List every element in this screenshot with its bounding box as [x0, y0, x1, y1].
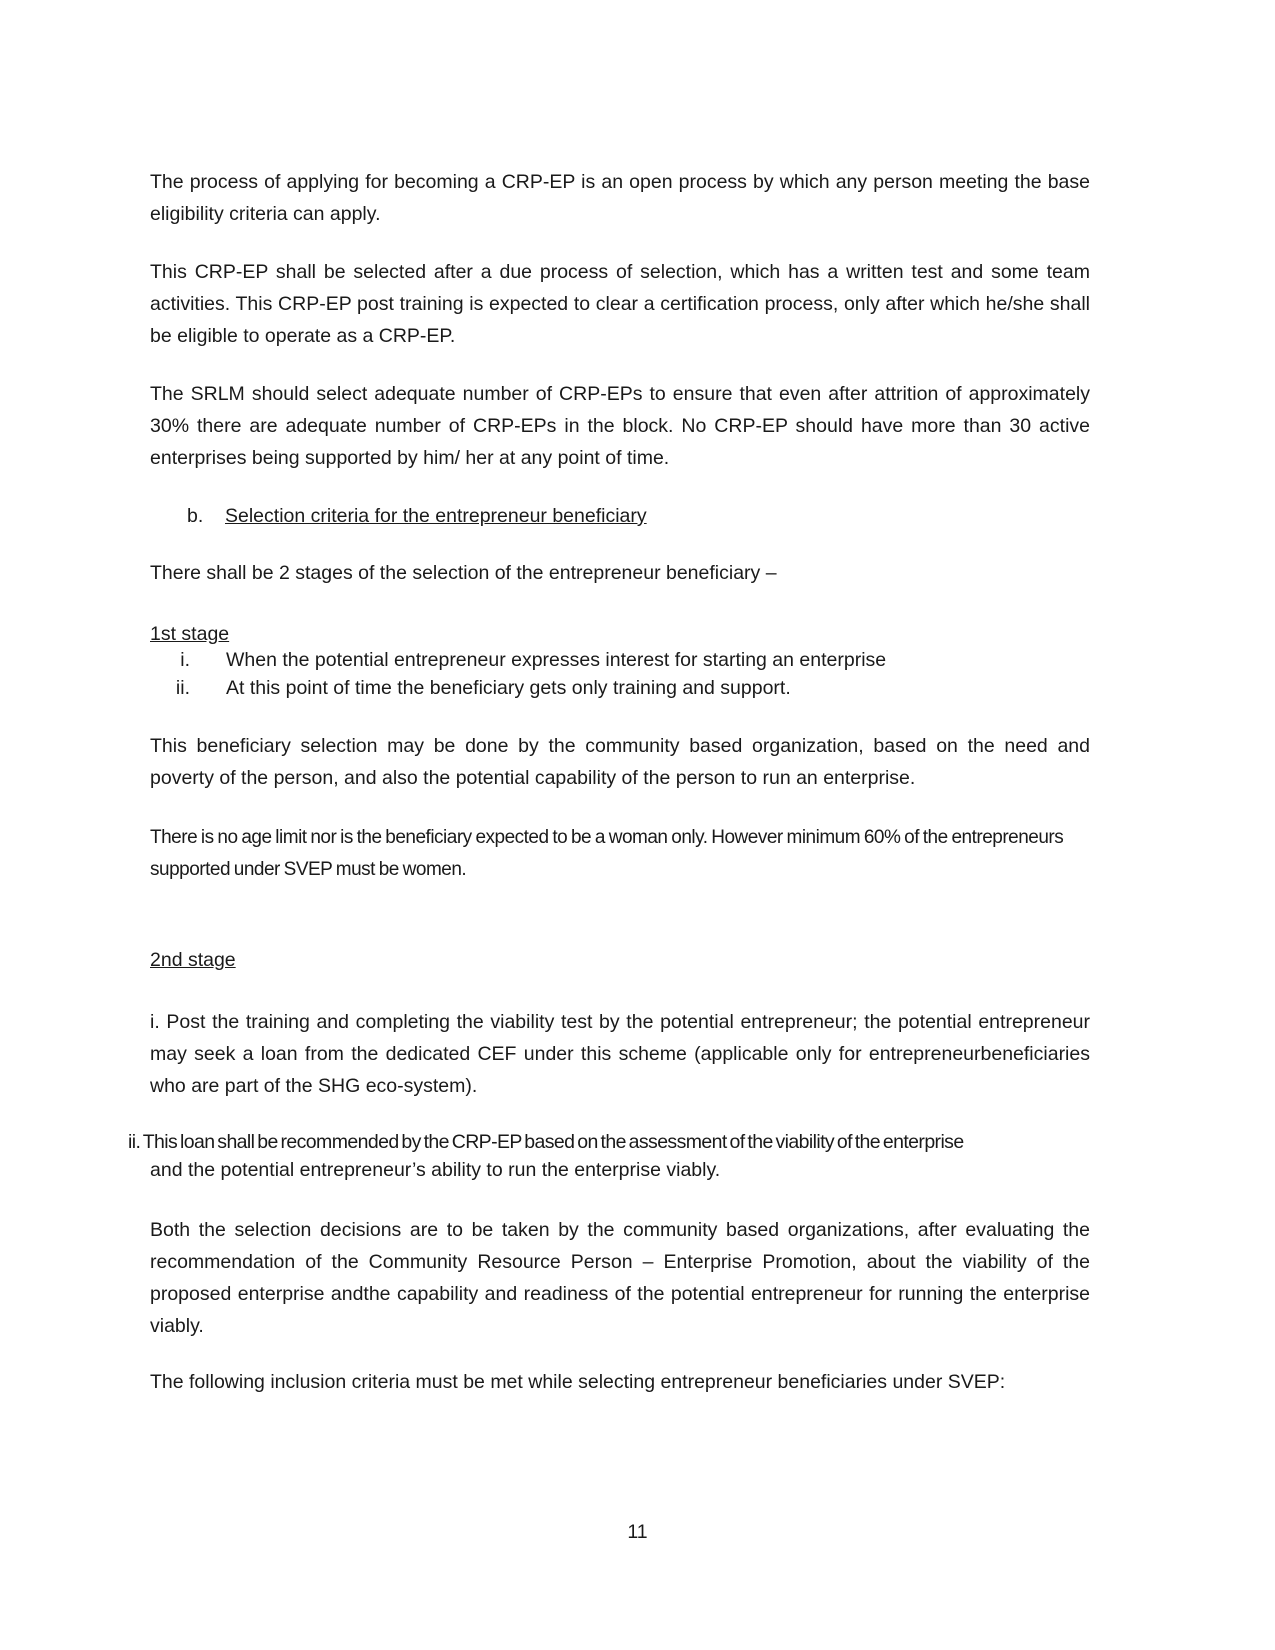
stage-2-item-2-line-1: ii. This loan shall be recommended by the CRP-EP based on the assessment of the viability of the enterprise: [128, 1131, 964, 1153]
list-item-marker: ii.: [175, 677, 190, 699]
section-b-heading: [187, 500, 647, 532]
stage-2-item-2: [128, 1128, 1090, 1184]
list-item: [150, 674, 1090, 702]
section-b-title: Selection criteria for the entrepreneur beneficiary: [225, 505, 647, 527]
paragraph-age-limit: There is no age limit nor is the beneficiary expected to be a woman only. However minimum 60% of the entrepreneurs supported under SVEP must be women.: [150, 827, 1064, 880]
page-number: 11: [627, 1521, 648, 1543]
list-item-text: When the potential entrepreneur expresses interest for starting an enterprise: [226, 649, 887, 671]
stage-1-label: 1st stage: [150, 623, 230, 645]
list-item-text: At this point of time the beneficiary gets only training and support.: [226, 677, 791, 699]
paragraph-selection-decisions: Both the selection decisions are to be taken by the community based organizations, after evaluating the recommendation of the Community Resource Person – Enterprise Promotion, about the viability of the proposed enterprise andthe capability and readiness of the potential entrepreneur for running the enterprise viably.: [150, 1219, 1090, 1337]
section-b-marker: b.: [187, 505, 204, 527]
stage-2-item-1: i. Post the training and completing the viability test by the potential entrepreneur; the potential entrepreneur may seek a loan from the dedicated CEF under this scheme (applicable only for entrepreneurbeneficiaries who are part of the SHG eco-system).: [150, 1011, 1090, 1097]
stage-2-label: 2nd stage: [150, 949, 236, 971]
stage-1-list: [150, 646, 1090, 702]
paragraph-srlm-selection: The SRLM should select adequate number of CRP-EPs to ensure that even after attrition of approximately 30% there are adequate number of CRP-EPs in the block. No CRP-EP should have more than 30 active enterprises being supported by him/ her at any point of time.: [150, 383, 1090, 469]
stage-2-item-2-line-2: and the potential entrepreneur’s ability to run the enterprise viably.: [150, 1159, 721, 1181]
stages-intro: There shall be 2 stages of the selection of the entrepreneur beneficiary –: [150, 562, 777, 584]
paragraph-inclusion-criteria: The following inclusion criteria must be met while selecting entrepreneur beneficiaries under SVEP:: [150, 1371, 1006, 1393]
paragraph-crp-ep-application: The process of applying for becoming a CRP-EP is an open process by which any person meeting the base eligibility criteria can apply.: [150, 171, 1090, 225]
list-item-marker: i.: [180, 649, 190, 671]
list-item: [150, 646, 1090, 674]
paragraph-beneficiary-selection: This beneficiary selection may be done by the community based organization, based on the need and poverty of the person, and also the potential capability of the person to run an enterprise.: [150, 735, 1090, 789]
paragraph-crp-ep-selection: This CRP-EP shall be selected after a due process of selection, which has a written test and some team activities. This CRP-EP post training is expected to clear a certification process, only after which he/she shall be eligible to operate as a CRP-EP.: [150, 261, 1090, 347]
